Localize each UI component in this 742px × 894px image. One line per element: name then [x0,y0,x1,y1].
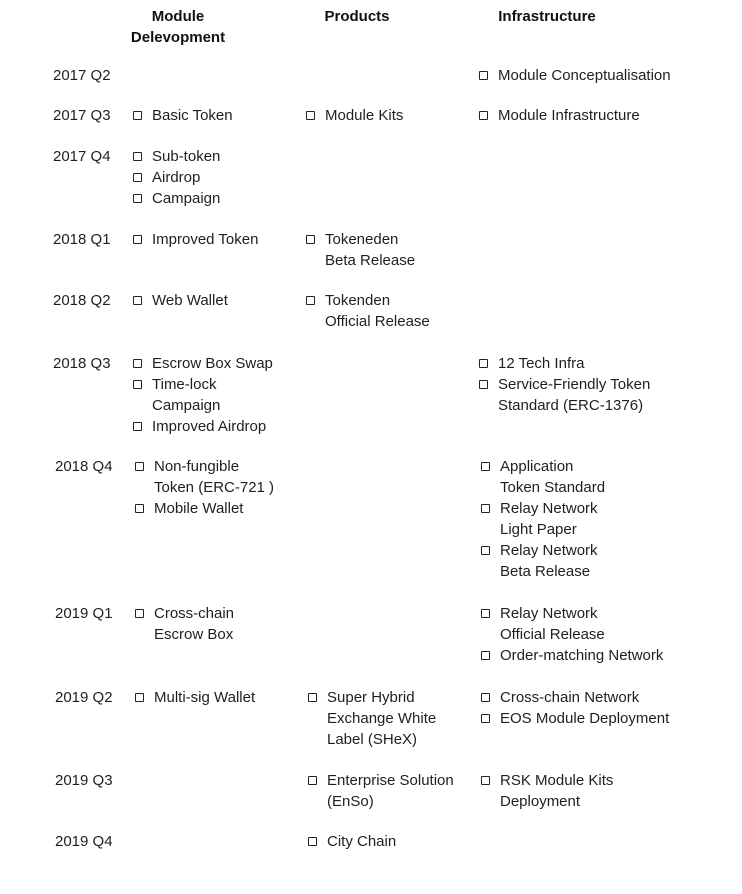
quarter-label: 2018 Q2 [53,292,111,309]
column-header-products: Products [324,8,390,25]
dev-cell [133,105,233,126]
item-label: Module Kits [325,107,404,124]
item-label: Non-fungible Token (ERC-721 ) [154,458,275,496]
checkbox-icon[interactable] [133,194,142,203]
checkbox-icon[interactable] [479,359,488,368]
item-label: Airdrop [152,169,201,186]
infra-item [481,456,605,498]
checkbox-icon[interactable] [308,776,317,785]
infra-cell [479,353,650,416]
infra-item [481,687,669,708]
infra-item [481,540,605,582]
checkbox-icon[interactable] [479,111,488,120]
quarter-label: 2019 Q3 [55,772,113,789]
item-label: Sub-token [152,148,221,165]
infra-item [481,603,663,645]
dev-cell [133,229,258,250]
dev-cell [135,687,255,708]
dev-item [133,416,273,437]
infra-cell [479,105,640,126]
dev-item [135,498,274,519]
quarter-label: 2017 Q3 [53,107,111,124]
checkbox-icon[interactable] [133,296,142,305]
infra-item [481,645,663,666]
prod-item [308,770,454,812]
item-label: Campaign [152,190,221,207]
column-header-infrastructure: Infrastructure [498,8,596,25]
item-label: City Chain [327,833,397,850]
infra-item [481,708,669,729]
prod-item [306,229,415,271]
quarter-label: 2018 Q4 [55,458,113,475]
quarter-label: 2019 Q4 [55,833,113,850]
dev-cell [133,146,220,209]
quarter-label: 2019 Q1 [55,605,113,622]
item-label: 12 Tech Infra [498,355,585,372]
checkbox-icon[interactable] [481,776,490,785]
checkbox-icon[interactable] [133,380,142,389]
dev-item [133,167,220,188]
checkbox-icon[interactable] [306,235,315,244]
dev-item [135,687,255,708]
item-label: Application Token Standard [500,458,606,496]
item-label: Order-matching Network [500,647,664,664]
checkbox-icon[interactable] [133,152,142,161]
prod-cell [308,770,454,812]
checkbox-icon[interactable] [133,235,142,244]
item-label: Module Infrastructure [498,107,640,124]
item-label: Escrow Box Swap [152,355,273,372]
prod-item [306,290,430,332]
infra-cell [481,603,663,666]
prod-cell [306,290,430,332]
item-label: Super Hybrid Exchange White Label (SHeX) [327,689,437,748]
quarter-label: 2018 Q1 [53,231,111,248]
item-label: Tokeneden Beta Release [325,231,416,269]
item-label: RSK Module Kits Deployment [500,772,614,810]
checkbox-icon[interactable] [481,693,490,702]
item-label: EOS Module Deployment [500,710,670,727]
checkbox-icon[interactable] [481,714,490,723]
checkbox-icon[interactable] [479,380,488,389]
item-label: Relay Network Beta Release [500,542,598,580]
dev-cell [133,290,228,311]
dev-cell [133,353,273,437]
item-label: Improved Airdrop [152,418,267,435]
item-label: Enterprise Solution (EnSo) [327,772,454,810]
dev-item [133,353,273,374]
item-label: Tokenden Official Release [325,292,430,330]
item-label: Relay Network Light Paper [500,500,598,538]
item-label: Multi-sig Wallet [154,689,256,706]
item-label: Cross-chain Escrow Box [154,605,235,643]
infra-item [479,65,671,86]
checkbox-icon[interactable] [135,504,144,513]
dev-item [135,603,234,645]
prod-item [308,831,396,852]
infra-item [481,498,605,540]
dev-item [133,229,258,250]
item-label: Web Wallet [152,292,228,309]
quarter-label: 2017 Q4 [53,148,111,165]
dev-item [133,374,273,416]
column-header-module-development: Module Delevopment [130,8,226,46]
checkbox-icon[interactable] [479,71,488,80]
item-label: Service-Friendly Token Standard (ERC-1376) [498,376,651,414]
infra-cell [481,456,605,582]
item-label: Mobile Wallet [154,500,244,517]
prod-cell [308,831,396,852]
item-label: Cross-chain Network [500,689,640,706]
quarter-label: 2017 Q2 [53,67,111,84]
prod-item [308,687,436,750]
quarter-label: 2019 Q2 [55,689,113,706]
prod-cell [306,105,403,126]
prod-cell [306,229,415,271]
infra-item [479,105,640,126]
checkbox-icon[interactable] [308,837,317,846]
dev-item [133,105,233,126]
infra-cell [481,770,613,812]
checkbox-icon[interactable] [135,693,144,702]
prod-cell [308,687,436,750]
item-label: Relay Network Official Release [500,605,605,643]
infra-item [479,374,650,416]
checkbox-icon[interactable] [133,359,142,368]
checkbox-icon[interactable] [306,111,315,120]
checkbox-icon[interactable] [135,609,144,618]
infra-item [479,353,650,374]
checkbox-icon[interactable] [133,111,142,120]
checkbox-icon[interactable] [481,462,490,471]
checkbox-icon[interactable] [481,651,490,660]
dev-cell [135,603,234,645]
checkbox-icon[interactable] [481,504,490,513]
dev-cell [135,456,274,519]
checkbox-icon[interactable] [308,693,317,702]
dev-item [135,456,274,498]
prod-item [306,105,403,126]
checkbox-icon[interactable] [481,609,490,618]
checkbox-icon[interactable] [135,462,144,471]
item-label: Time-lock Campaign [152,376,221,414]
item-label: Module Conceptualisation [498,67,671,84]
checkbox-icon[interactable] [133,173,142,182]
quarter-label: 2018 Q3 [53,355,111,372]
dev-item [133,290,228,311]
infra-cell [481,687,669,729]
checkbox-icon[interactable] [481,546,490,555]
item-label: Basic Token [152,107,233,124]
checkbox-icon[interactable] [133,422,142,431]
infra-item [481,770,613,812]
checkbox-icon[interactable] [306,296,315,305]
item-label: Improved Token [152,231,259,248]
dev-item [133,188,220,209]
dev-item [133,146,220,167]
infra-cell [479,65,671,86]
